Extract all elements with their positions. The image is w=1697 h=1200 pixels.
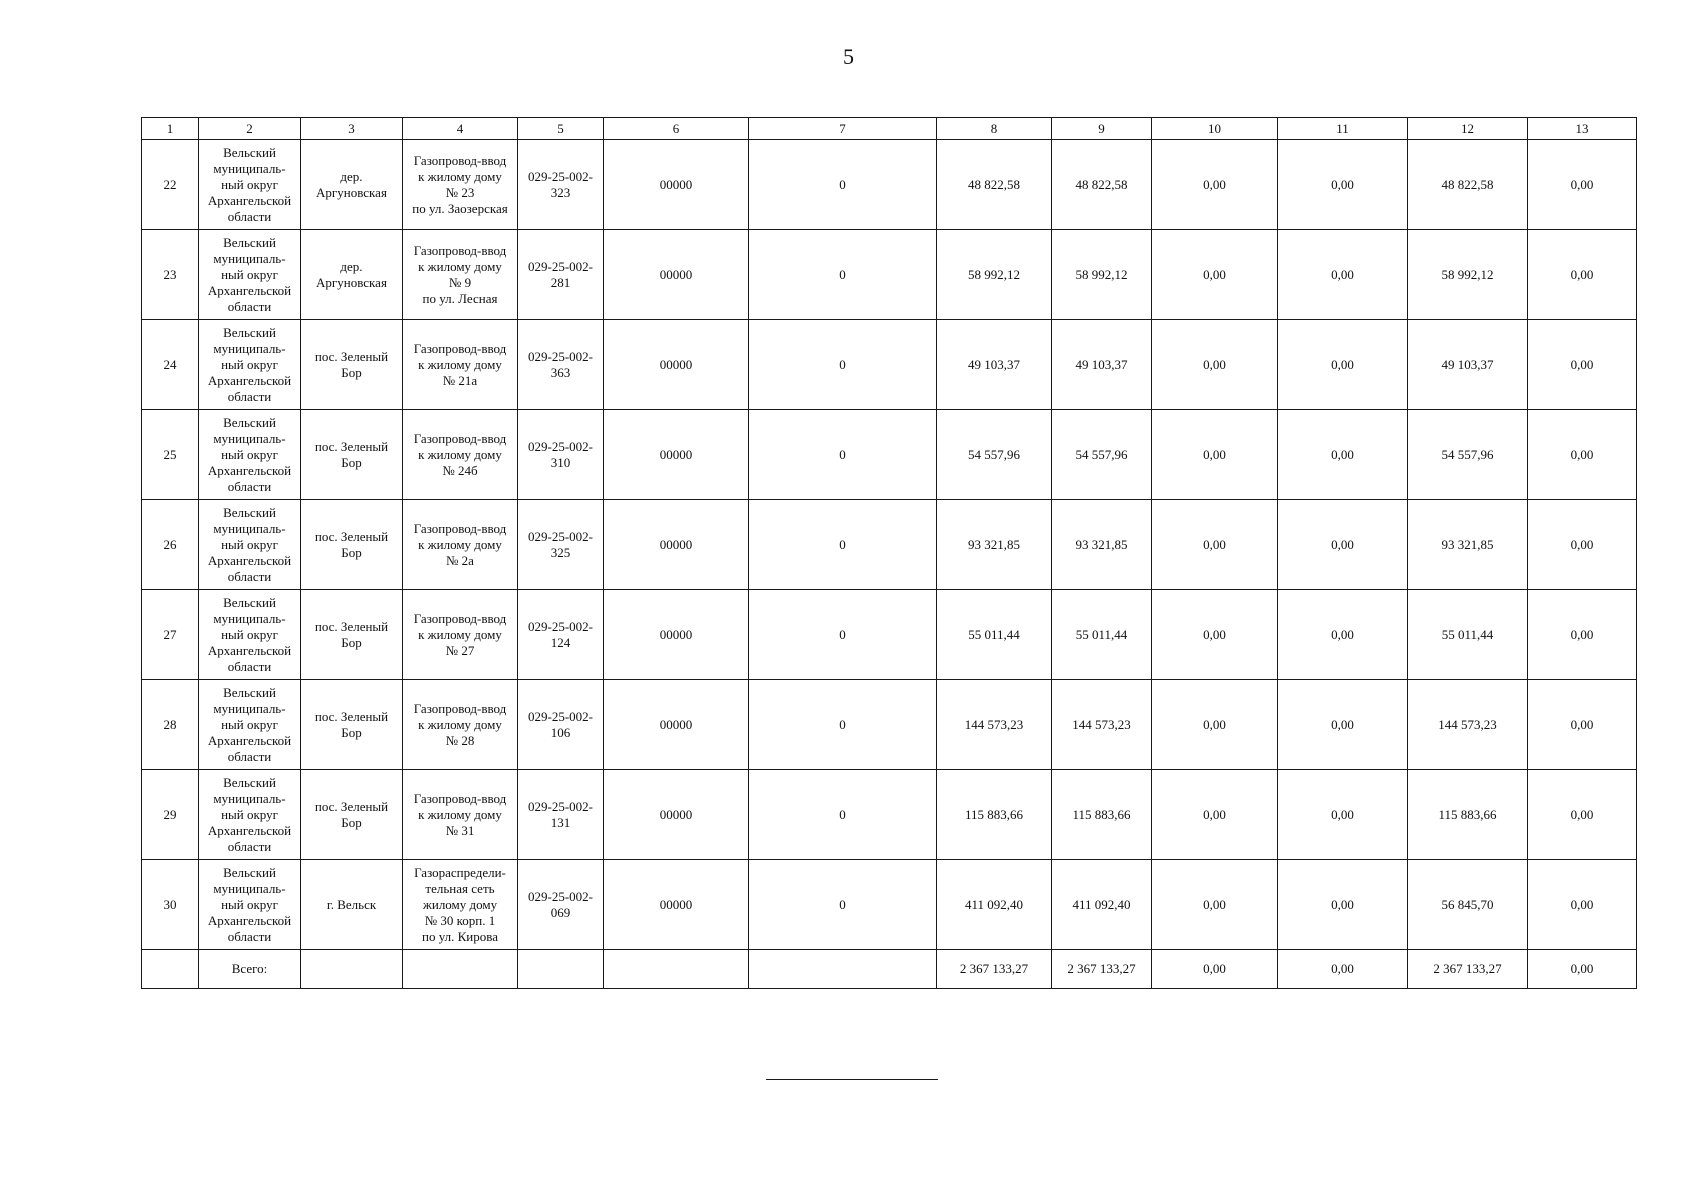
table-row <box>142 500 1637 590</box>
column-9-cell: 144 573,23 <box>1052 680 1152 770</box>
inventory-code-cell <box>518 770 604 860</box>
column-9-cell: 49 103,37 <box>1052 320 1152 410</box>
column-9-cell: 93 321,85 <box>1052 500 1152 590</box>
column-13-cell: 0,00 <box>1528 590 1637 680</box>
column-7-cell: 0 <box>749 860 937 950</box>
municipality-cell-line: области <box>227 748 272 764</box>
row-number-cell: 26 <box>142 500 199 590</box>
column-8-cell: 48 822,58 <box>937 140 1052 230</box>
column-11-cell: 0,00 <box>1278 140 1408 230</box>
column-9-cell: 48 822,58 <box>1052 140 1152 230</box>
locality-cell <box>301 680 403 770</box>
inventory-code-cell-line: 029-25-002- <box>528 438 593 454</box>
column-9-cell: 58 992,12 <box>1052 230 1152 320</box>
municipality-cell-line: области <box>227 568 272 584</box>
column-header-12: 12 <box>1408 118 1528 140</box>
municipality-cell <box>199 590 301 680</box>
municipality-cell-line: области <box>227 298 272 314</box>
municipality-cell-line: Архангельской <box>207 372 292 388</box>
column-13-cell: 0,00 <box>1528 230 1637 320</box>
empty-cell <box>403 950 518 989</box>
column-header-4: 4 <box>403 118 518 140</box>
column-7-cell: 0 <box>749 230 937 320</box>
object-name-cell <box>403 680 518 770</box>
column-12-cell: 93 321,85 <box>1408 500 1528 590</box>
column-12-cell: 144 573,23 <box>1408 680 1528 770</box>
inventory-code-cell-line: 029-25-002- <box>528 618 593 634</box>
municipality-cell <box>199 770 301 860</box>
locality-cell-line: дер. <box>340 168 363 184</box>
column-10-cell: 0,00 <box>1152 590 1278 680</box>
municipality-cell-line: муниципаль- <box>213 250 286 266</box>
municipality-cell-line: Архангельской <box>207 282 292 298</box>
row-number-cell: 28 <box>142 680 199 770</box>
total-column-9-cell: 2 367 133,27 <box>1052 950 1152 989</box>
locality-cell <box>301 320 403 410</box>
locality-cell-line: Бор <box>341 814 362 830</box>
table-header <box>142 118 1637 140</box>
table-body <box>142 140 1637 989</box>
column-7-cell: 0 <box>749 680 937 770</box>
table-row <box>142 590 1637 680</box>
municipality-cell-line: ный округ <box>221 536 278 552</box>
municipality-cell-line: ный округ <box>221 716 278 732</box>
inventory-code-cell <box>518 230 604 320</box>
locality-cell-line: Бор <box>341 364 362 380</box>
object-name-cell-line: к жилому дому <box>418 536 502 552</box>
municipality-cell-line: области <box>227 208 272 224</box>
municipality-cell-line: Вельский <box>223 414 276 430</box>
municipality-cell-line: ный округ <box>221 176 278 192</box>
municipality-cell-line: Вельский <box>223 774 276 790</box>
column-11-cell: 0,00 <box>1278 500 1408 590</box>
locality-cell-line: пос. Зеленый <box>314 798 389 814</box>
municipality-cell-line: области <box>227 658 272 674</box>
row-number-cell: 24 <box>142 320 199 410</box>
inventory-code-cell-line: 131 <box>550 814 571 830</box>
column-8-cell: 115 883,66 <box>937 770 1052 860</box>
municipality-cell-line: области <box>227 928 272 944</box>
column-12-cell: 54 557,96 <box>1408 410 1528 500</box>
locality-cell-line: Аргуновская <box>316 184 387 200</box>
column-11-cell: 0,00 <box>1278 320 1408 410</box>
column-9-cell: 115 883,66 <box>1052 770 1152 860</box>
column-header-7: 7 <box>749 118 937 140</box>
object-name-cell-line: Газопровод-ввод <box>413 790 507 806</box>
object-name-cell <box>403 500 518 590</box>
municipality-cell <box>199 500 301 590</box>
locality-cell <box>301 860 403 950</box>
table-row <box>142 410 1637 500</box>
object-name-cell-line: № 9 <box>448 274 472 290</box>
column-10-cell: 0,00 <box>1152 140 1278 230</box>
object-name-cell-line: к жилому дому <box>418 806 502 822</box>
object-name-cell-line: № 24б <box>442 462 478 478</box>
locality-cell <box>301 230 403 320</box>
municipality-cell-line: Вельский <box>223 504 276 520</box>
municipality-cell-line: муниципаль- <box>213 700 286 716</box>
inventory-code-cell-line: 069 <box>550 904 571 920</box>
municipality-cell-line: муниципаль- <box>213 610 286 626</box>
locality-cell-line: Бор <box>341 724 362 740</box>
column-6-cell: 00000 <box>604 500 749 590</box>
column-13-cell: 0,00 <box>1528 860 1637 950</box>
municipality-cell-line: Архангельской <box>207 822 292 838</box>
report-table <box>141 117 1637 989</box>
municipality-cell-line: ный округ <box>221 266 278 282</box>
object-name-cell-line: № 31 <box>445 822 475 838</box>
column-12-cell: 58 992,12 <box>1408 230 1528 320</box>
municipality-cell-line: муниципаль- <box>213 160 286 176</box>
column-9-cell: 411 092,40 <box>1052 860 1152 950</box>
total-label-cell: Всего: <box>199 950 301 989</box>
inventory-code-cell <box>518 680 604 770</box>
object-name-cell-line: к жилому дому <box>418 356 502 372</box>
empty-cell <box>142 950 199 989</box>
municipality-cell <box>199 680 301 770</box>
column-8-cell: 93 321,85 <box>937 500 1052 590</box>
object-name-cell-line: по ул. Лесная <box>422 290 498 306</box>
column-11-cell: 0,00 <box>1278 230 1408 320</box>
inventory-code-cell-line: 323 <box>550 184 571 200</box>
locality-cell-line: пос. Зеленый <box>314 348 389 364</box>
inventory-code-cell-line: 029-25-002- <box>528 168 593 184</box>
column-10-cell: 0,00 <box>1152 410 1278 500</box>
municipality-cell-line: муниципаль- <box>213 520 286 536</box>
column-11-cell: 0,00 <box>1278 410 1408 500</box>
report-table-container <box>141 117 1636 989</box>
object-name-cell-line: Газопровод-ввод <box>413 242 507 258</box>
object-name-cell-line: жилому дому <box>422 896 498 912</box>
object-name-cell-line: по ул. Заозерская <box>412 200 508 216</box>
column-11-cell: 0,00 <box>1278 770 1408 860</box>
object-name-cell-line: Газораспредели- <box>414 864 506 880</box>
row-number-cell: 23 <box>142 230 199 320</box>
locality-cell-line: Бор <box>341 544 362 560</box>
column-10-cell: 0,00 <box>1152 500 1278 590</box>
column-header-11: 11 <box>1278 118 1408 140</box>
inventory-code-cell-line: 281 <box>550 274 571 290</box>
inventory-code-cell <box>518 320 604 410</box>
column-6-cell: 00000 <box>604 770 749 860</box>
locality-cell-line: пос. Зеленый <box>314 438 389 454</box>
object-name-cell-line: Газопровод-ввод <box>413 700 507 716</box>
column-header-3: 3 <box>301 118 403 140</box>
total-column-12-cell: 2 367 133,27 <box>1408 950 1528 989</box>
municipality-cell-line: Архангельской <box>207 192 292 208</box>
column-6-cell: 00000 <box>604 590 749 680</box>
object-name-cell <box>403 140 518 230</box>
column-10-cell: 0,00 <box>1152 680 1278 770</box>
locality-cell <box>301 770 403 860</box>
inventory-code-cell <box>518 590 604 680</box>
municipality-cell-line: области <box>227 388 272 404</box>
page-number: 5 <box>843 44 854 69</box>
column-6-cell: 00000 <box>604 680 749 770</box>
municipality-cell-line: ный округ <box>221 446 278 462</box>
table-row <box>142 680 1637 770</box>
column-6-cell: 00000 <box>604 230 749 320</box>
column-6-cell: 00000 <box>604 140 749 230</box>
column-11-cell: 0,00 <box>1278 860 1408 950</box>
inventory-code-cell-line: 325 <box>550 544 571 560</box>
locality-cell-line: пос. Зеленый <box>314 618 389 634</box>
column-9-cell: 54 557,96 <box>1052 410 1152 500</box>
table-row <box>142 320 1637 410</box>
locality-cell-line: пос. Зеленый <box>314 708 389 724</box>
empty-cell <box>749 950 937 989</box>
row-number-cell: 25 <box>142 410 199 500</box>
column-13-cell: 0,00 <box>1528 140 1637 230</box>
column-6-cell: 00000 <box>604 860 749 950</box>
object-name-cell-line: к жилому дому <box>418 168 502 184</box>
object-name-cell-line: № 30 корп. 1 <box>424 912 496 928</box>
locality-cell-line: Аргуновская <box>316 274 387 290</box>
object-name-cell-line: к жилому дому <box>418 716 502 732</box>
inventory-code-cell-line: 029-25-002- <box>528 528 593 544</box>
column-6-cell: 00000 <box>604 410 749 500</box>
header-row <box>142 118 1637 140</box>
column-9-cell: 55 011,44 <box>1052 590 1152 680</box>
inventory-code-cell <box>518 410 604 500</box>
municipality-cell-line: Архангельской <box>207 552 292 568</box>
empty-cell <box>518 950 604 989</box>
municipality-cell <box>199 230 301 320</box>
object-name-cell-line: к жилому дому <box>418 258 502 274</box>
column-13-cell: 0,00 <box>1528 320 1637 410</box>
municipality-cell <box>199 860 301 950</box>
table-row <box>142 860 1637 950</box>
inventory-code-cell-line: 029-25-002- <box>528 708 593 724</box>
municipality-cell-line: Архангельской <box>207 642 292 658</box>
column-8-cell: 55 011,44 <box>937 590 1052 680</box>
locality-cell-line: Бор <box>341 634 362 650</box>
column-12-cell: 56 845,70 <box>1408 860 1528 950</box>
object-name-cell-line: № 27 <box>445 642 475 658</box>
column-13-cell: 0,00 <box>1528 500 1637 590</box>
column-10-cell: 0,00 <box>1152 770 1278 860</box>
column-header-2: 2 <box>199 118 301 140</box>
column-8-cell: 54 557,96 <box>937 410 1052 500</box>
inventory-code-cell-line: 029-25-002- <box>528 888 593 904</box>
locality-cell <box>301 410 403 500</box>
object-name-cell-line: Газопровод-ввод <box>413 340 507 356</box>
municipality-cell-line: Вельский <box>223 144 276 160</box>
total-column-11-cell: 0,00 <box>1278 950 1408 989</box>
column-8-cell: 49 103,37 <box>937 320 1052 410</box>
row-number-cell: 30 <box>142 860 199 950</box>
municipality-cell-line: области <box>227 478 272 494</box>
column-10-cell: 0,00 <box>1152 320 1278 410</box>
column-11-cell: 0,00 <box>1278 680 1408 770</box>
municipality-cell-line: ный округ <box>221 356 278 372</box>
column-header-5: 5 <box>518 118 604 140</box>
inventory-code-cell-line: 363 <box>550 364 571 380</box>
inventory-code-cell-line: 029-25-002- <box>528 798 593 814</box>
object-name-cell-line: № 2а <box>446 552 474 568</box>
object-name-cell-line: Газопровод-ввод <box>413 430 507 446</box>
inventory-code-cell <box>518 500 604 590</box>
column-13-cell: 0,00 <box>1528 680 1637 770</box>
object-name-cell-line: к жилому дому <box>418 446 502 462</box>
column-13-cell: 0,00 <box>1528 770 1637 860</box>
inventory-code-cell-line: 124 <box>550 634 571 650</box>
municipality-cell-line: Вельский <box>223 864 276 880</box>
total-column-13-cell: 0,00 <box>1528 950 1637 989</box>
municipality-cell <box>199 410 301 500</box>
column-7-cell: 0 <box>749 320 937 410</box>
column-header-10: 10 <box>1152 118 1278 140</box>
municipality-cell-line: Архангельской <box>207 732 292 748</box>
inventory-code-cell-line: 310 <box>550 454 571 470</box>
inventory-code-cell-line: 029-25-002- <box>528 258 593 274</box>
row-number-cell: 29 <box>142 770 199 860</box>
object-name-cell <box>403 770 518 860</box>
object-name-cell-line: Газопровод-ввод <box>413 520 507 536</box>
column-13-cell: 0,00 <box>1528 410 1637 500</box>
total-column-8-cell: 2 367 133,27 <box>937 950 1052 989</box>
municipality-cell-line: Вельский <box>223 324 276 340</box>
locality-cell-line: Бор <box>341 454 362 470</box>
municipality-cell-line: Архангельской <box>207 462 292 478</box>
object-name-cell-line: № 28 <box>445 732 475 748</box>
object-name-cell-line: Газопровод-ввод <box>413 610 507 626</box>
column-8-cell: 58 992,12 <box>937 230 1052 320</box>
empty-cell <box>604 950 749 989</box>
column-header-13: 13 <box>1528 118 1637 140</box>
municipality-cell-line: ный округ <box>221 806 278 822</box>
column-7-cell: 0 <box>749 140 937 230</box>
municipality-cell-line: Вельский <box>223 684 276 700</box>
object-name-cell-line: тельная сеть <box>425 880 495 896</box>
column-7-cell: 0 <box>749 590 937 680</box>
column-7-cell: 0 <box>749 770 937 860</box>
municipality-cell-line: ный округ <box>221 626 278 642</box>
footer-divider <box>766 1079 938 1080</box>
column-12-cell: 55 011,44 <box>1408 590 1528 680</box>
column-7-cell: 0 <box>749 410 937 500</box>
municipality-cell-line: Вельский <box>223 234 276 250</box>
object-name-cell <box>403 590 518 680</box>
table-row <box>142 140 1637 230</box>
municipality-cell-line: муниципаль- <box>213 880 286 896</box>
object-name-cell-line: по ул. Кирова <box>422 928 498 944</box>
municipality-cell-line: Архангельской <box>207 912 292 928</box>
municipality-cell-line: области <box>227 838 272 854</box>
column-6-cell: 00000 <box>604 320 749 410</box>
object-name-cell-line: Газопровод-ввод <box>413 152 507 168</box>
column-12-cell: 49 103,37 <box>1408 320 1528 410</box>
inventory-code-cell-line: 106 <box>550 724 571 740</box>
column-8-cell: 144 573,23 <box>937 680 1052 770</box>
column-10-cell: 0,00 <box>1152 230 1278 320</box>
total-row <box>142 950 1637 989</box>
column-12-cell: 48 822,58 <box>1408 140 1528 230</box>
locality-cell-line: г. Вельск <box>326 896 377 912</box>
object-name-cell <box>403 860 518 950</box>
row-number-cell: 27 <box>142 590 199 680</box>
column-7-cell: 0 <box>749 500 937 590</box>
inventory-code-cell-line: 029-25-002- <box>528 348 593 364</box>
table-row <box>142 230 1637 320</box>
locality-cell-line: пос. Зеленый <box>314 528 389 544</box>
column-header-1: 1 <box>142 118 199 140</box>
column-11-cell: 0,00 <box>1278 590 1408 680</box>
empty-cell <box>301 950 403 989</box>
locality-cell <box>301 590 403 680</box>
table-row <box>142 770 1637 860</box>
object-name-cell <box>403 320 518 410</box>
locality-cell-line: дер. <box>340 258 363 274</box>
municipality-cell <box>199 140 301 230</box>
object-name-cell-line: № 23 <box>445 184 475 200</box>
municipality-cell-line: ный округ <box>221 896 278 912</box>
municipality-cell-line: муниципаль- <box>213 340 286 356</box>
object-name-cell-line: к жилому дому <box>418 626 502 642</box>
inventory-code-cell <box>518 140 604 230</box>
inventory-code-cell <box>518 860 604 950</box>
locality-cell <box>301 140 403 230</box>
municipality-cell-line: муниципаль- <box>213 790 286 806</box>
object-name-cell-line: № 21а <box>442 372 478 388</box>
column-10-cell: 0,00 <box>1152 860 1278 950</box>
total-column-10-cell: 0,00 <box>1152 950 1278 989</box>
column-8-cell: 411 092,40 <box>937 860 1052 950</box>
row-number-cell: 22 <box>142 140 199 230</box>
municipality-cell-line: муниципаль- <box>213 430 286 446</box>
column-header-8: 8 <box>937 118 1052 140</box>
column-12-cell: 115 883,66 <box>1408 770 1528 860</box>
column-header-9: 9 <box>1052 118 1152 140</box>
object-name-cell <box>403 230 518 320</box>
municipality-cell <box>199 320 301 410</box>
locality-cell <box>301 500 403 590</box>
object-name-cell <box>403 410 518 500</box>
column-header-6: 6 <box>604 118 749 140</box>
municipality-cell-line: Вельский <box>223 594 276 610</box>
